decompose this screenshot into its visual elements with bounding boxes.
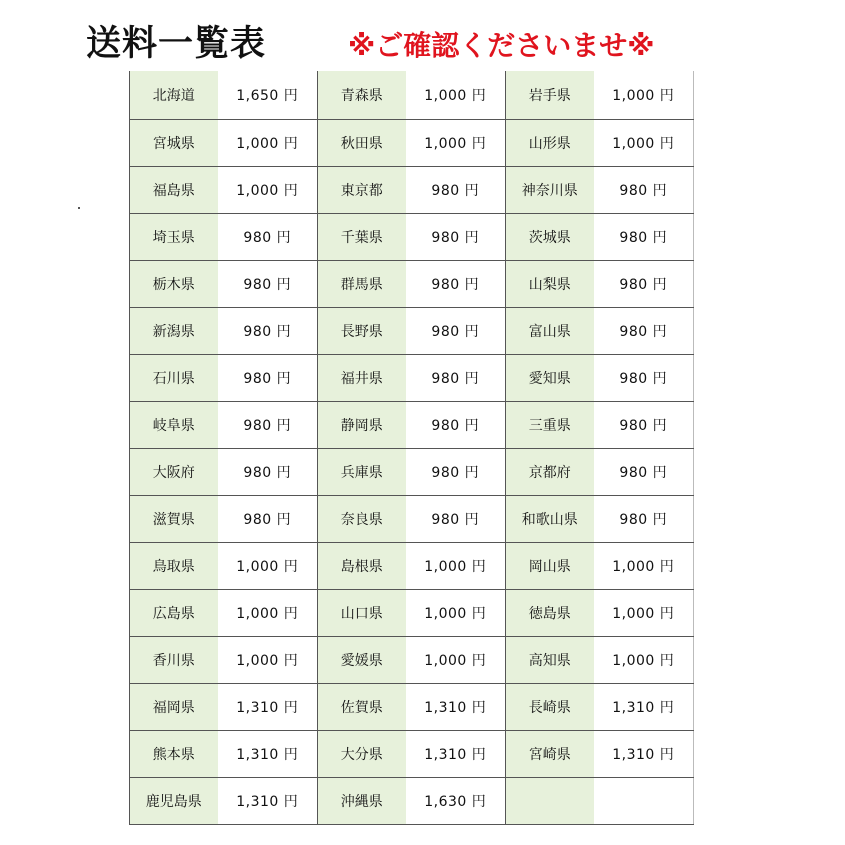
page-title: 送料一覧表 [86, 23, 267, 64]
shipping-fee-cell: 980 円 [406, 496, 506, 543]
shipping-fee-cell: 1,000 円 [406, 637, 506, 684]
shipping-fee-cell: 1,000 円 [218, 543, 318, 590]
stray-dot [78, 207, 80, 209]
prefecture-cell: 茨城県 [506, 214, 594, 261]
shipping-fee-cell: 980 円 [594, 261, 694, 308]
prefecture-cell: 神奈川県 [506, 167, 594, 214]
shipping-fee-cell: 980 円 [594, 402, 694, 449]
table-row [130, 167, 694, 214]
prefecture-cell: 徳島県 [506, 590, 594, 637]
shipping-rate-table [129, 71, 694, 825]
prefecture-cell: 長野県 [318, 308, 406, 355]
shipping-fee-cell: 1,310 円 [218, 731, 318, 778]
prefecture-cell: 長崎県 [506, 684, 594, 731]
prefecture-cell: 和歌山県 [506, 496, 594, 543]
shipping-fee-cell: 1,000 円 [406, 590, 506, 637]
prefecture-cell: 愛知県 [506, 355, 594, 402]
prefecture-cell: 福島県 [130, 167, 218, 214]
prefecture-cell: 兵庫県 [318, 449, 406, 496]
prefecture-cell: 埼玉県 [130, 214, 218, 261]
prefecture-cell: 沖縄県 [318, 778, 406, 825]
prefecture-cell: 宮城県 [130, 120, 218, 167]
prefecture-cell: 鳥取県 [130, 543, 218, 590]
prefecture-cell: 青森県 [318, 71, 406, 120]
shipping-fee-cell: 980 円 [406, 261, 506, 308]
shipping-fee-cell: 1,000 円 [594, 637, 694, 684]
prefecture-cell: 三重県 [506, 402, 594, 449]
shipping-fee-cell: 980 円 [406, 308, 506, 355]
shipping-fee-cell: 980 円 [406, 167, 506, 214]
table-row [130, 637, 694, 684]
prefecture-cell: 群馬県 [318, 261, 406, 308]
table-row [130, 731, 694, 778]
shipping-fee-cell: 1,310 円 [406, 731, 506, 778]
shipping-fee-cell: 980 円 [594, 496, 694, 543]
shipping-fee-cell: 980 円 [594, 355, 694, 402]
prefecture-cell: 鹿児島県 [130, 778, 218, 825]
prefecture-cell: 大分県 [318, 731, 406, 778]
shipping-fee-cell: 1,000 円 [218, 637, 318, 684]
shipping-fee-cell: 980 円 [218, 261, 318, 308]
shipping-fee-cell: 980 円 [594, 449, 694, 496]
prefecture-cell: 東京都 [318, 167, 406, 214]
prefecture-cell: 静岡県 [318, 402, 406, 449]
shipping-fee-cell: 980 円 [406, 402, 506, 449]
prefecture-cell: 千葉県 [318, 214, 406, 261]
prefecture-cell: 栃木県 [130, 261, 218, 308]
shipping-fee-cell: 980 円 [594, 308, 694, 355]
table-row [130, 261, 694, 308]
table-row [130, 71, 694, 120]
prefecture-cell [506, 778, 594, 825]
prefecture-cell: 富山県 [506, 308, 594, 355]
shipping-fee-cell: 980 円 [406, 355, 506, 402]
prefecture-cell: 岐阜県 [130, 402, 218, 449]
prefecture-cell: 熊本県 [130, 731, 218, 778]
table-row [130, 778, 694, 825]
shipping-fee-cell: 980 円 [218, 214, 318, 261]
shipping-fee-cell: 980 円 [218, 449, 318, 496]
shipping-fee-cell: 1,000 円 [218, 167, 318, 214]
shipping-fee-cell: 980 円 [406, 449, 506, 496]
notice-text: ※ご確認くださいませ※ [348, 29, 655, 62]
prefecture-cell: 山梨県 [506, 261, 594, 308]
prefecture-cell: 広島県 [130, 590, 218, 637]
table-row [130, 449, 694, 496]
prefecture-cell: 奈良県 [318, 496, 406, 543]
prefecture-cell: 宮崎県 [506, 731, 594, 778]
shipping-fee-cell: 1,000 円 [218, 590, 318, 637]
prefecture-cell: 石川県 [130, 355, 218, 402]
prefecture-cell: 岡山県 [506, 543, 594, 590]
prefecture-cell: 新潟県 [130, 308, 218, 355]
table-row [130, 496, 694, 543]
shipping-fee-cell: 980 円 [594, 214, 694, 261]
prefecture-cell: 滋賀県 [130, 496, 218, 543]
shipping-fee-cell: 1,000 円 [218, 120, 318, 167]
shipping-fee-cell: 980 円 [406, 214, 506, 261]
shipping-fee-cell: 1,650 円 [218, 71, 318, 120]
table-row [130, 402, 694, 449]
shipping-fee-cell: 1,000 円 [594, 543, 694, 590]
table-row [130, 308, 694, 355]
shipping-fee-cell: 1,310 円 [594, 684, 694, 731]
shipping-fee-cell: 1,000 円 [406, 543, 506, 590]
shipping-fee-cell: 980 円 [218, 402, 318, 449]
prefecture-cell: 佐賀県 [318, 684, 406, 731]
prefecture-cell: 福岡県 [130, 684, 218, 731]
prefecture-cell: 島根県 [318, 543, 406, 590]
prefecture-cell: 秋田県 [318, 120, 406, 167]
table-row [130, 543, 694, 590]
shipping-fee-cell: 1,000 円 [594, 120, 694, 167]
prefecture-cell: 愛媛県 [318, 637, 406, 684]
shipping-fee-cell: 980 円 [218, 308, 318, 355]
prefecture-cell: 京都府 [506, 449, 594, 496]
prefecture-cell: 香川県 [130, 637, 218, 684]
prefecture-cell: 北海道 [130, 71, 218, 120]
table-row [130, 120, 694, 167]
shipping-fee-cell: 1,000 円 [406, 71, 506, 120]
shipping-fee-cell: 1,630 円 [406, 778, 506, 825]
shipping-fee-cell: 1,310 円 [218, 778, 318, 825]
table-row [130, 355, 694, 402]
prefecture-cell: 高知県 [506, 637, 594, 684]
prefecture-cell: 山形県 [506, 120, 594, 167]
prefecture-cell: 大阪府 [130, 449, 218, 496]
prefecture-cell: 山口県 [318, 590, 406, 637]
shipping-fee-cell: 980 円 [594, 167, 694, 214]
table-row [130, 214, 694, 261]
shipping-fee-cell: 1,310 円 [406, 684, 506, 731]
shipping-fee-cell: 1,310 円 [218, 684, 318, 731]
shipping-fee-cell: 1,000 円 [406, 120, 506, 167]
shipping-fee-cell: 980 円 [218, 355, 318, 402]
table-row [130, 590, 694, 637]
shipping-fee-cell: 1,000 円 [594, 590, 694, 637]
prefecture-cell: 岩手県 [506, 71, 594, 120]
table-row [130, 684, 694, 731]
shipping-fee-cell: 1,000 円 [594, 71, 694, 120]
shipping-fee-cell [594, 778, 694, 825]
shipping-fee-cell: 1,310 円 [594, 731, 694, 778]
prefecture-cell: 福井県 [318, 355, 406, 402]
shipping-fee-cell: 980 円 [218, 496, 318, 543]
